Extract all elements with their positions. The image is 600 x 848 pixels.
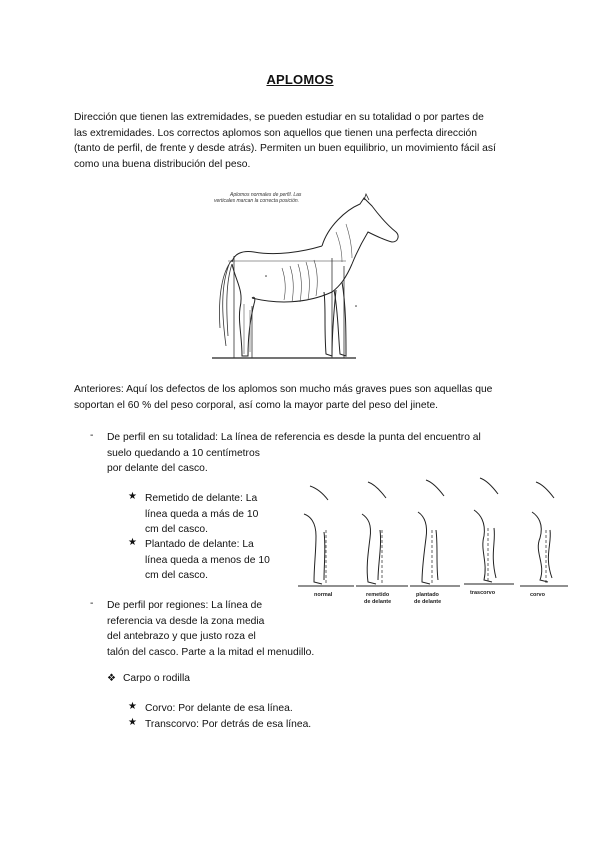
leg-label: remetido [366, 592, 390, 598]
sub-line: Remetido de delante: La [145, 493, 258, 504]
horse-aplomos-figure [206, 186, 406, 364]
sub-line: línea queda a menos de 10 [145, 554, 270, 566]
intro-paragraph [74, 110, 534, 172]
leg-trascorvo [464, 478, 514, 596]
sub-line: línea queda a más de 10 [145, 508, 259, 520]
star-marker: ★ [128, 491, 137, 502]
leg-label: de delante [364, 599, 392, 605]
bullet-line: De perfil por regiones: La línea de [107, 600, 263, 611]
leg-plantado [410, 480, 460, 605]
carpo-label: Carpo o rodilla [123, 673, 190, 684]
sub-remetido [145, 491, 295, 538]
diamond-marker: ❖ [107, 673, 116, 684]
legs-aplomos-figure [298, 476, 570, 608]
bullet-line: talón del casco. Parte a la mitad el menudillo. [107, 646, 315, 658]
bullet-perfil-regiones [107, 598, 407, 660]
sub-transcorvo: Transcorvo: Por detrás de esa línea. [145, 719, 312, 730]
sub-plantado [145, 537, 295, 584]
leg-label: corvo [530, 592, 545, 598]
intro-line: las extremidades. Los correctos aplomos son aquellos que tienen una perfecta dirección [74, 127, 477, 139]
bullet-line: por delante del casco. [107, 463, 208, 474]
intro-line: Dirección que tienen las extremidades, se pueden estudiar en su totalidad o por partes de [74, 112, 484, 123]
bullet-line: De perfil en su totalidad: La línea de referencia es desde la punta del encuentro al [107, 432, 481, 443]
anteriores-line: soportan el 60 % del peso corporal, así como la mayor parte del peso del jinete. [74, 399, 439, 411]
horse-caption-line: Aplomos normales de perfil. Las [230, 192, 302, 198]
intro-line: (tanto de perfil, de frente y desde atrás). Permiten un buen equilibrio, un movimiento fácil así [74, 143, 496, 154]
leg-corvo [520, 482, 568, 598]
sub-line: cm del casco. [145, 570, 208, 581]
leg-label: normal [314, 592, 333, 598]
page-title: APLOMOS [266, 72, 334, 87]
horse-caption-line: verticales marcan la correcta posición. [214, 198, 300, 204]
bullet-perfil-totalidad [107, 430, 527, 477]
star-marker: ★ [128, 717, 137, 728]
sub-corvo: Corvo: Por delante de esa línea. [145, 703, 293, 714]
star-marker: ★ [128, 701, 137, 712]
intro-line: como una buena distribución del peso. [74, 158, 251, 170]
bullet-marker: - [90, 430, 94, 441]
anteriores-line: Anteriores: Aquí los defectos de los aplomos son mucho más graves pues son aquellas que [74, 384, 493, 395]
leg-remetido [356, 482, 408, 605]
bullet-line: suelo quedando a 10 centímetros [107, 447, 260, 459]
bullet-marker: - [90, 598, 94, 609]
sub-line: Plantado de delante: La [145, 539, 254, 550]
sub-line: cm del casco. [145, 524, 208, 535]
bullet-line: del antebrazo y que justo roza el [107, 631, 256, 642]
bullet-line: referencia va desde la zona media [107, 615, 265, 627]
leg-label: trascorvo [470, 590, 496, 596]
star-marker: ★ [128, 537, 137, 548]
leg-normal [298, 486, 354, 598]
anteriores-paragraph [74, 382, 544, 413]
leg-label: de delante [414, 599, 442, 605]
leg-label: plantado [416, 592, 439, 598]
